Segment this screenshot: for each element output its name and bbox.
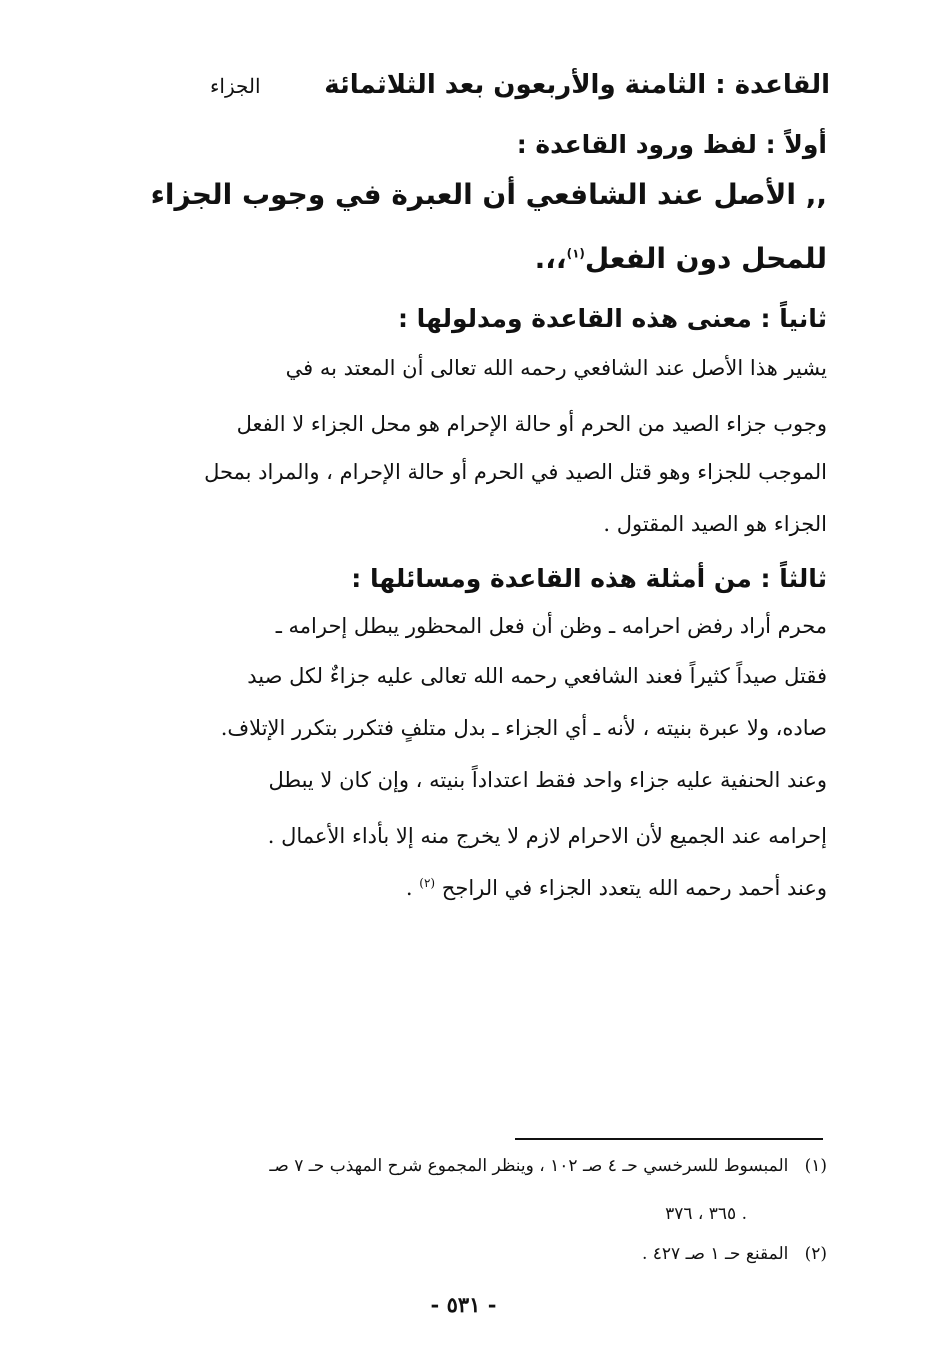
rule-title: القاعدة : الثامنة والأربعون بعد الثلاثمائة [324,70,830,100]
section3-last-end: . [405,876,420,900]
section3-line: صاده، ولا عبرة بنيته ، لأنه ـ أي الجزاء ـ بدل متلفٍ فتكرر بتكرر الإتلاف. [220,716,827,740]
quote-end-mark: ،،. [534,242,567,275]
footnote-1-continuation: ٣٦٥ ، ٣٧٦ . [665,1204,747,1224]
section2-line: وجوب جزاء الصيد من الحرم أو حالة الإحرام هو محل الجزاء لا الفعل [236,412,827,436]
section2-heading: ثانياً : معنى هذه القاعدة ومدلولها : [397,304,827,333]
section2-line: الجزاء هو الصيد المقتول . [603,512,827,536]
footnote-2 [97,1244,827,1264]
section3-line: محرم أراد رفض احرامه ـ وظن أن فعل المحظور يبطل إحرامه ـ [275,614,827,638]
footnote-1 [97,1156,827,1176]
footnote-1-text: المبسوط للسرخسي حـ ٤ صـ ١٠٢ ، وينظر المجموع شرح المهذب حـ ٧ صـ [269,1156,789,1176]
section3-line: إحرامه عند الجميع لأن الاحرام لازم لا يخرج منه إلا بأداء الأعمال . [267,824,827,848]
quote-line-2 [97,242,827,275]
footnote-ref-2: (٢) [419,876,436,890]
footnote-separator [515,1138,823,1140]
page-number: - ٥٣١ - [430,1292,497,1317]
quote-line-1: ,, الأصل عند الشافعي أن العبرة في وجوب الجزاء [150,178,827,211]
footnote-ref-1: (١) [566,246,585,261]
section2-line: يشير هذا الأصل عند الشافعي رحمه الله تعالى أن المعتد به في [285,356,827,380]
section3-line: وعند الحنفية عليه جزاء واحد فقط اعتداداً بنيته ، وإن كان لا يبطل [268,768,827,792]
section3-line: فقتل صيداً كثيراً فعند الشافعي رحمه الله تعالى عليه جزاءٌ لكل صيد [247,664,827,688]
footnote-2-number: (٢) [804,1244,827,1264]
page-header [100,70,830,110]
quote-line-2-text: للمحل دون الفعل [584,242,827,275]
section3-last-text: وعند أحمد رحمه الله يتعدد الجزاء في الراجح [441,876,827,900]
topic-label: الجزاء [210,74,261,98]
section2-line: الموجب للجزاء وهو قتل الصيد في الحرم أو حالة الإحرام ، والمراد بمحل [204,460,827,484]
section1-heading: أولاً : لفظ ورود القاعدة : [516,130,827,159]
footnote-2-text: المقنع حـ ١ صـ ٤٢٧ . [641,1244,789,1264]
section3-heading: ثالثاً : من أمثلة هذه القاعدة ومسائلها : [351,564,827,593]
footnote-1-number: (١) [804,1156,827,1176]
section3-line [97,876,827,900]
